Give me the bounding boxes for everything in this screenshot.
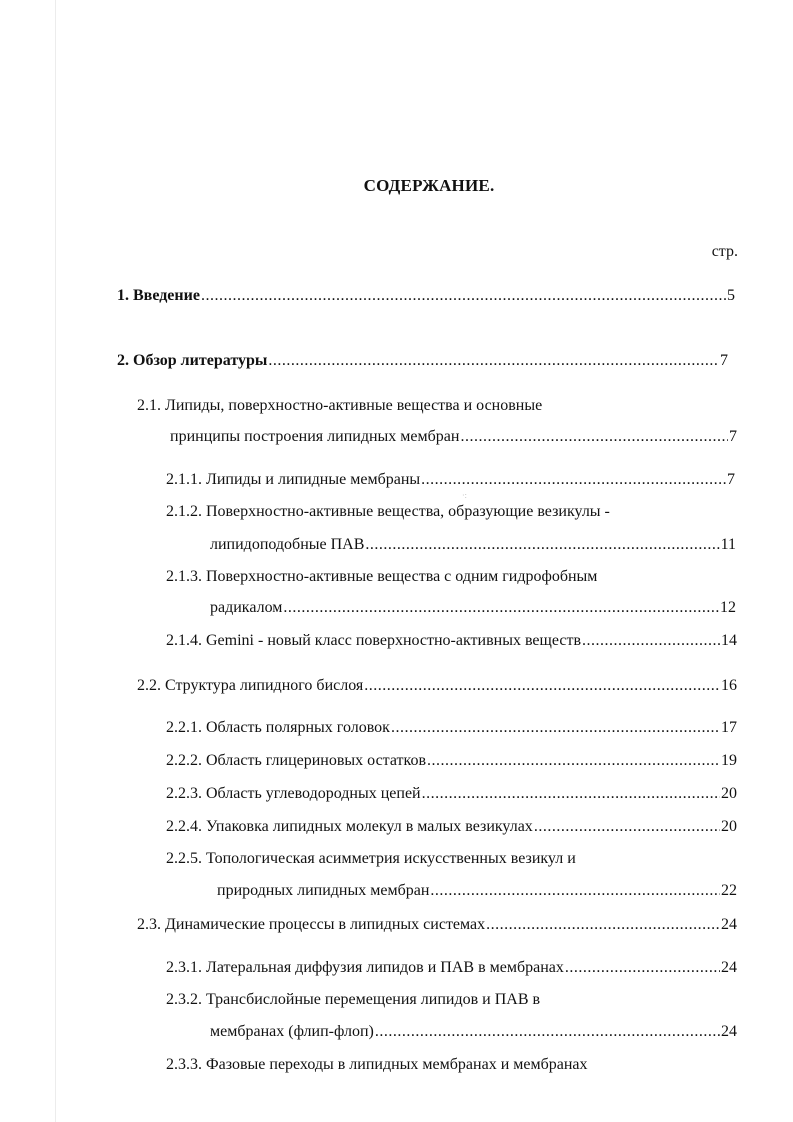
toc-entry-text: 2.2.3. Область углеводородных цепей [166,785,421,802]
toc-entry-text: принципы построения липидных мембран [170,428,460,445]
toc-entry-2-1-2 [210,535,736,555]
toc-page-number: 22 [721,882,737,899]
toc-page-number: 17 [721,719,737,736]
toc-page-number: 19 [721,752,737,769]
toc-entry-text: Обзор литературы [133,352,268,369]
toc-entry-2-1-line1: 2.1. Липиды, поверхностно-активные вещества и основные [137,397,543,414]
toc-page-number: 7 [727,471,735,488]
toc-leader-dots [375,1022,720,1042]
toc-page-number: 14 [721,632,737,649]
toc-entry-2-1-2-line1: 2.1.2. Поверхностно-активные вещества, образующие везикулы - [166,503,610,520]
toc-page-number: 24 [721,916,737,933]
toc-page-number: 11 [720,536,736,553]
toc-page-number: 5 [727,287,735,304]
toc-leader-dots [364,676,720,696]
toc-entry-2-3 [137,915,737,935]
toc-entry-text: 2.2.4. Упаковка липидных молекул в малых везикулах [166,818,533,835]
toc-entry-text: 2.1.4. Gemini - новый класс поверхностно-активных веществ [166,632,581,649]
toc-page-number: 7 [720,352,728,369]
toc-entry-text: 2.2.2. Область глицериновых остатков [166,752,427,769]
toc-entry-2-2 [137,676,737,696]
toc-entry-2-2-1 [166,718,737,738]
toc-leader-dots [283,598,719,618]
toc-leader-dots [486,915,720,935]
toc-leader-dots [391,718,720,738]
toc-entry-1 [117,286,735,306]
toc-entry-2-1 [170,427,737,447]
toc-entry-2-1-1 [166,470,735,490]
toc-entry-2-2-3 [166,784,737,804]
toc-leader-dots [565,958,720,978]
toc-page-number: 7 [729,428,737,445]
toc-leader-dots [534,817,720,837]
toc-page-number: 12 [720,599,736,616]
toc-entry-2-2-5 [217,881,737,901]
toc-page-number: 24 [721,959,737,976]
toc-entry-text: радикалом [210,599,283,616]
toc-leader-dots [421,470,726,490]
toc-entry-2-3-2 [210,1022,737,1042]
toc-entry-text: природных липидных мембран [217,882,430,899]
toc-entry-2-3-1 [166,958,737,978]
toc-entry-text: 2.1.1. Липиды и липидные мембраны [166,471,421,488]
scan-speck: ·: [462,491,467,500]
toc-entry-text: 2.2. Структура липидного бислоя [137,677,364,694]
toc-entry-2-2-5-line1: 2.2.5. Топологическая асимметрия искусственных везикул и [166,850,576,867]
page-title: СОДЕРЖАНИЕ. [363,176,495,195]
toc-page-number: 16 [721,677,737,694]
toc-leader-dots [268,351,719,371]
toc-entry-number: 2. Обзор литературы [117,352,268,369]
toc-entry-text: 2.3.1. Латеральная диффузия липидов и ПАВ в мембранах [166,959,564,976]
toc-entry-text: липидоподобные ПАВ [210,536,365,553]
toc-entry-2-1-3 [210,598,736,618]
toc-page-number: 24 [721,1023,737,1040]
toc-leader-dots [460,427,728,447]
toc-entry-text: 2.2.1. Область полярных головок [166,719,390,736]
toc-leader-dots [365,535,719,555]
toc-entry-2-1-4 [166,631,737,651]
page-column-label: стр. [711,243,738,260]
toc-entry-text: 2.3. Динамические процессы в липидных системах [137,916,486,933]
toc-entry-2-3-3-line1: 2.3.3. Фазовые переходы в липидных мембранах и мембранах [166,1056,588,1073]
toc-leader-dots [430,881,720,901]
toc-entry-2-1-3-line1: 2.1.3. Поверхностно-активные вещества с одним гидрофобным [166,568,598,585]
toc-entry-text: мембранах (флип-флоп) [210,1023,374,1040]
toc-entry-number: 1. Введение [117,287,200,304]
toc-entry-2-3-2-line1: 2.3.2. Трансбислойные перемещения липидов и ПАВ в [166,991,541,1008]
toc-entry-2-2-2 [166,751,737,771]
toc-leader-dots [427,751,720,771]
toc-entry-2 [117,351,728,371]
toc-page-number: 20 [721,818,737,835]
toc-leader-dots [201,286,726,306]
toc-leader-dots [422,784,720,804]
scan-edge [55,0,56,1122]
toc-entry-text: Введение [133,287,200,304]
toc-leader-dots [582,631,720,651]
toc-page-number: 20 [721,785,737,802]
toc-entry-2-2-4 [166,817,737,837]
